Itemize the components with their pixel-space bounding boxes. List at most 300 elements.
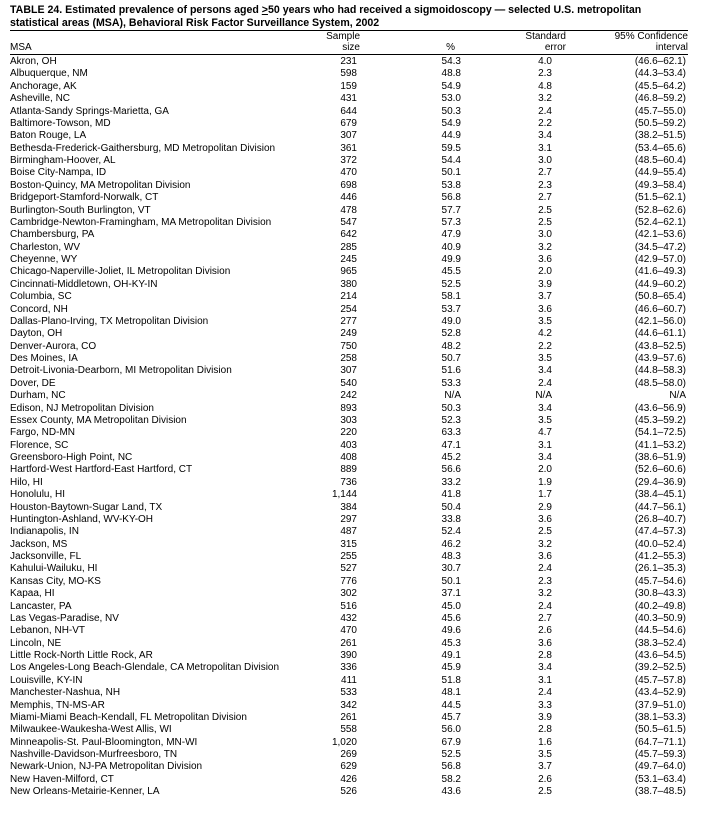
standard-error-cell: 3.2 — [538, 588, 552, 600]
table-row — [10, 712, 688, 724]
table-row — [10, 254, 688, 266]
percent-cell: 41.8 — [441, 489, 461, 501]
confidence-interval-cell: (41.6–49.3) — [634, 266, 686, 278]
sample-size-cell: 231 — [340, 56, 357, 67]
confidence-interval-cell: (44.5–54.6) — [634, 625, 686, 637]
confidence-interval-cell: (49.7–64.0) — [634, 761, 686, 773]
percent-cell: 50.3 — [441, 105, 461, 117]
msa-cell: Chicago-Naperville-Joliet, IL Metropolitan Division — [10, 266, 231, 278]
percent-cell: 37.1 — [441, 588, 461, 600]
confidence-interval-cell: (47.4–57.3) — [634, 526, 686, 538]
sample-size-cell: 644 — [340, 105, 357, 117]
table-row — [10, 328, 688, 340]
table-row — [10, 167, 688, 179]
standard-error-cell: 2.8 — [538, 650, 552, 661]
sample-size-cell: 642 — [340, 229, 357, 241]
percent-cell: 47.1 — [441, 439, 461, 451]
msa-cell: Newark-Union, NJ-PA Metropolitan Division — [10, 761, 203, 773]
sample-size-cell: 384 — [340, 501, 357, 513]
table-row — [10, 415, 688, 427]
percent-cell: 53.7 — [441, 303, 461, 315]
msa-cell: Burlington-South Burlington, VT — [10, 204, 151, 216]
confidence-interval-cell: N/A — [669, 390, 686, 402]
confidence-interval-cell: (48.5–58.0) — [634, 377, 686, 389]
msa-cell: Lebanon, NH-VT — [10, 625, 86, 637]
percent-cell: 48.3 — [441, 551, 461, 562]
table-row — [10, 761, 688, 773]
standard-error-cell: 2.0 — [538, 464, 552, 476]
msa-cell: Atlanta-Sandy Springs-Marietta, GA — [10, 105, 169, 117]
confidence-interval-cell: (46.6–60.7) — [634, 303, 686, 315]
msa-cell: Columbia, SC — [10, 291, 72, 303]
confidence-interval-cell: (50.5–61.5) — [634, 724, 686, 736]
sample-size-cell: 598 — [340, 68, 357, 80]
table-row — [10, 390, 688, 402]
sample-size-cell: 629 — [340, 761, 357, 773]
percent-cell: 45.6 — [441, 612, 461, 624]
table-row — [10, 291, 688, 303]
standard-error-cell: 2.5 — [538, 216, 552, 228]
percent-cell: 67.9 — [441, 736, 461, 748]
percent-cell: 52.5 — [441, 278, 461, 290]
table-row — [10, 427, 688, 439]
percent-cell: 45.3 — [441, 637, 461, 649]
standard-error-cell: 2.0 — [538, 266, 552, 278]
percent-cell: 49.1 — [441, 650, 461, 661]
percent-cell: 44.9 — [441, 130, 461, 142]
table-row — [10, 55, 688, 68]
percent-cell: 56.6 — [441, 464, 461, 476]
title-ge-symbol: > — [261, 4, 268, 16]
table-row — [10, 613, 688, 625]
msa-cell: Boston-Quincy, MA Metropolitan Division — [10, 179, 191, 191]
confidence-interval-cell: (42.9–57.0) — [634, 254, 686, 265]
table-row — [10, 180, 688, 192]
msa-cell: Durham, NC — [10, 390, 66, 402]
msa-cell: Boise City-Nampa, ID — [10, 167, 107, 179]
header-confidence-interval: 95% Confidence interval — [614, 31, 688, 53]
sample-size-cell: 547 — [340, 216, 357, 228]
msa-cell: Denver-Aurora, CO — [10, 340, 97, 352]
table-row — [10, 576, 688, 588]
table-row — [10, 551, 688, 563]
percent-cell: 58.1 — [441, 291, 461, 303]
standard-error-cell: 3.1 — [538, 142, 552, 154]
standard-error-cell: 1.9 — [538, 476, 552, 488]
table-row — [10, 489, 688, 501]
confidence-interval-cell: (41.1–53.2) — [634, 439, 686, 451]
percent-cell: 50.4 — [441, 501, 461, 513]
msa-cell: Birmingham-Hoover, AL — [10, 155, 116, 166]
table-row — [10, 514, 688, 526]
table-row — [10, 81, 688, 93]
percent-cell: 54.9 — [441, 117, 461, 129]
percent-cell: 49.6 — [441, 625, 461, 637]
table-row — [10, 242, 688, 254]
confidence-interval-cell: (37.9–51.0) — [634, 699, 686, 711]
confidence-interval-cell: (40.3–50.9) — [634, 612, 686, 624]
table-row — [10, 563, 688, 575]
standard-error-cell: 3.7 — [538, 291, 552, 303]
msa-cell: Cambridge-Newton-Framingham, MA Metropolitan Division — [10, 216, 272, 228]
standard-error-cell: 3.1 — [538, 439, 552, 451]
sample-size-cell: 533 — [340, 687, 357, 699]
table-row — [10, 365, 688, 377]
percent-cell: 57.3 — [441, 216, 461, 228]
sample-size-cell: 750 — [340, 340, 357, 352]
msa-cell: Baltimore-Towson, MD — [10, 117, 111, 129]
standard-error-cell: 3.0 — [538, 229, 552, 241]
sample-size-cell: 478 — [340, 204, 357, 216]
sample-size-cell: 965 — [340, 266, 357, 278]
msa-cell: Asheville, NC — [10, 93, 71, 105]
standard-error-cell: 3.9 — [538, 278, 552, 290]
standard-error-cell: 3.6 — [538, 551, 552, 562]
sample-size-cell: 679 — [340, 117, 357, 129]
table-row — [10, 539, 688, 551]
sample-size-cell: 297 — [340, 513, 357, 525]
percent-cell: 59.5 — [441, 142, 461, 154]
table-row — [10, 737, 688, 749]
msa-cell: Anchorage, AK — [10, 80, 77, 92]
percent-cell: 47.9 — [441, 229, 461, 241]
table-row — [10, 130, 688, 142]
percent-cell: 48.8 — [441, 68, 461, 80]
table-row — [10, 588, 688, 600]
confidence-interval-cell: (38.7–48.5) — [634, 786, 686, 798]
standard-error-cell: 4.7 — [538, 427, 552, 439]
sample-size-cell: 307 — [340, 365, 357, 377]
msa-cell: Huntington-Ashland, WV-KY-OH — [10, 513, 154, 525]
table-row — [10, 403, 688, 415]
msa-cell: Albuquerque, NM — [10, 68, 88, 80]
msa-cell: Fargo, ND-MN — [10, 427, 76, 439]
msa-cell: Houston-Baytown-Sugar Land, TX — [10, 501, 163, 513]
standard-error-cell: 2.4 — [538, 105, 552, 117]
percent-cell: 53.8 — [441, 179, 461, 191]
confidence-interval-cell: (43.4–52.9) — [634, 687, 686, 699]
percent-cell: 48.2 — [441, 340, 461, 352]
sample-size-cell: 380 — [340, 278, 357, 290]
confidence-interval-cell: (45.7–54.6) — [634, 575, 686, 587]
sample-size-cell: 889 — [340, 464, 357, 476]
sample-size-cell: 285 — [340, 241, 357, 253]
msa-cell: Dayton, OH — [10, 328, 63, 340]
confidence-interval-cell: (64.7–71.1) — [634, 736, 686, 748]
table-row — [10, 650, 688, 662]
percent-cell: 50.3 — [441, 402, 461, 414]
msa-cell: Louisville, KY-IN — [10, 674, 83, 686]
standard-error-cell: 2.4 — [538, 563, 552, 575]
sample-size-cell: 342 — [340, 699, 357, 711]
sample-size-cell: 516 — [340, 600, 357, 612]
sample-size-cell: 776 — [340, 575, 357, 587]
sample-size-cell: 261 — [340, 637, 357, 649]
confidence-interval-cell: (38.4–45.1) — [634, 489, 686, 501]
confidence-interval-cell: (38.2–51.5) — [634, 130, 686, 142]
confidence-interval-cell: (44.8–58.3) — [634, 365, 686, 377]
standard-error-cell: 3.0 — [538, 155, 552, 166]
percent-cell: 48.1 — [441, 687, 461, 699]
sample-size-cell: 245 — [340, 254, 357, 265]
percent-cell: 51.6 — [441, 365, 461, 377]
confidence-interval-cell: (54.1–72.5) — [634, 427, 686, 439]
msa-cell: Baton Rouge, LA — [10, 130, 87, 142]
table-row — [10, 229, 688, 241]
standard-error-cell: 3.5 — [538, 353, 552, 364]
confidence-interval-cell: (50.8–65.4) — [634, 291, 686, 303]
percent-cell: 52.4 — [441, 526, 461, 538]
msa-cell: Indianapolis, IN — [10, 526, 79, 538]
msa-cell: Jacksonville, FL — [10, 551, 82, 562]
confidence-interval-cell: (38.6–51.9) — [634, 452, 686, 463]
standard-error-cell: 2.5 — [538, 204, 552, 216]
table-row — [10, 279, 688, 291]
msa-cell: Honolulu, HI — [10, 489, 66, 501]
msa-cell: Des Moines, IA — [10, 353, 78, 364]
msa-cell: Bridgeport-Stamford-Norwalk, CT — [10, 192, 159, 204]
sample-size-cell: 255 — [340, 551, 357, 562]
table-row — [10, 217, 688, 229]
standard-error-cell: 2.4 — [538, 600, 552, 612]
standard-error-cell: 2.3 — [538, 179, 552, 191]
header-percent: % — [446, 42, 455, 53]
msa-cell: Lincoln, NE — [10, 637, 62, 649]
sample-size-cell: 540 — [340, 377, 357, 389]
header-msa: MSA — [10, 42, 32, 53]
percent-cell: 54.3 — [441, 56, 461, 67]
confidence-interval-cell: (52.4–62.1) — [634, 216, 686, 228]
standard-error-cell: 2.3 — [538, 68, 552, 80]
percent-cell: 33.8 — [441, 513, 461, 525]
confidence-interval-cell: (43.6–54.5) — [634, 650, 686, 661]
msa-cell: Detroit-Livonia-Dearborn, MI Metropolitan Division — [10, 365, 232, 377]
table-row — [10, 638, 688, 650]
percent-cell: 45.0 — [441, 600, 461, 612]
msa-cell: Concord, NH — [10, 303, 68, 315]
sample-size-cell: 390 — [340, 650, 357, 661]
sample-size-cell: 1,020 — [331, 736, 357, 748]
standard-error-cell: 3.6 — [538, 303, 552, 315]
table-document — [10, 4, 688, 799]
confidence-interval-cell: (40.2–49.8) — [634, 600, 686, 612]
standard-error-cell: 3.4 — [538, 402, 552, 414]
percent-cell: 49.0 — [441, 315, 461, 327]
table-row — [10, 68, 688, 80]
percent-cell: 54.9 — [441, 80, 461, 92]
confidence-interval-cell: (44.3–53.4) — [634, 68, 686, 80]
sample-size-cell: 558 — [340, 724, 357, 736]
standard-error-cell: 3.4 — [538, 130, 552, 142]
confidence-interval-cell: (45.7–57.8) — [634, 674, 686, 686]
msa-cell: Memphis, TN-MS-AR — [10, 699, 105, 711]
standard-error-cell: 2.3 — [538, 575, 552, 587]
confidence-interval-cell: (44.9–60.2) — [634, 278, 686, 290]
table-body — [10, 55, 688, 799]
sample-size-cell: 242 — [340, 390, 357, 402]
table-row — [10, 378, 688, 390]
msa-cell: Hartford-West Hartford-East Hartford, CT — [10, 464, 193, 476]
percent-cell: 63.3 — [441, 427, 461, 439]
percent-cell: 56.8 — [441, 761, 461, 773]
msa-cell: Chambersburg, PA — [10, 229, 95, 241]
standard-error-cell: 3.4 — [538, 365, 552, 377]
msa-cell: Charleston, WV — [10, 241, 81, 253]
sample-size-cell: 736 — [340, 476, 357, 488]
standard-error-cell: 3.7 — [538, 761, 552, 773]
percent-cell: 51.8 — [441, 674, 461, 686]
table-row — [10, 341, 688, 353]
standard-error-cell: 3.5 — [538, 414, 552, 426]
msa-cell: Kansas City, MO-KS — [10, 575, 101, 587]
table-row — [10, 662, 688, 674]
sample-size-cell: 1,144 — [331, 489, 357, 501]
sample-size-cell: 269 — [340, 749, 357, 760]
title-text-part1: TABLE 24. Estimated prevalence of persons aged — [10, 4, 262, 16]
confidence-interval-cell: (40.0–52.4) — [634, 538, 686, 550]
table-row — [10, 118, 688, 130]
sample-size-cell: 527 — [340, 563, 357, 575]
standard-error-cell: 3.4 — [538, 662, 552, 674]
confidence-interval-cell: (43.6–56.9) — [634, 402, 686, 414]
standard-error-cell: 2.7 — [538, 167, 552, 179]
sample-size-cell: 303 — [340, 414, 357, 426]
standard-error-cell: N/A — [535, 390, 552, 402]
msa-cell: Edison, NJ Metropolitan Division — [10, 402, 154, 414]
table-row — [10, 601, 688, 613]
table-row — [10, 304, 688, 316]
sample-size-cell: 487 — [340, 526, 357, 538]
data-table — [10, 31, 688, 799]
confidence-interval-cell: (38.1–53.3) — [634, 711, 686, 723]
confidence-interval-cell: (26.8–40.7) — [634, 513, 686, 525]
standard-error-cell: 3.6 — [538, 254, 552, 265]
confidence-interval-cell: (39.2–52.5) — [634, 662, 686, 674]
sample-size-cell: 258 — [340, 353, 357, 364]
standard-error-cell: 2.7 — [538, 192, 552, 204]
confidence-interval-cell: (29.4–36.9) — [634, 476, 686, 488]
msa-cell: Hilo, HI — [10, 476, 43, 488]
percent-cell: 52.5 — [441, 749, 461, 760]
table-row — [10, 687, 688, 699]
table-row — [10, 353, 688, 365]
confidence-interval-cell: (43.8–52.5) — [634, 340, 686, 352]
confidence-interval-cell: (45.7–55.0) — [634, 105, 686, 117]
percent-cell: 45.5 — [441, 266, 461, 278]
percent-cell: N/A — [444, 390, 461, 402]
standard-error-cell: 3.4 — [538, 452, 552, 463]
msa-cell: Los Angeles-Long Beach-Glendale, CA Metropolitan Division — [10, 662, 280, 674]
msa-cell: Jackson, MS — [10, 538, 68, 550]
confidence-interval-cell: (53.1–63.4) — [634, 773, 686, 785]
sample-size-cell: 261 — [340, 711, 357, 723]
confidence-interval-cell: (52.6–60.6) — [634, 464, 686, 476]
table-row — [10, 106, 688, 118]
confidence-interval-cell: (42.1–53.6) — [634, 229, 686, 241]
msa-cell: Florence, SC — [10, 439, 69, 451]
percent-cell: 53.0 — [441, 93, 461, 105]
msa-cell: Kahului-Wailuku, HI — [10, 563, 98, 575]
confidence-interval-cell: (43.9–57.6) — [634, 353, 686, 364]
sample-size-cell: 893 — [340, 402, 357, 414]
standard-error-cell: 2.2 — [538, 117, 552, 129]
sample-size-cell: 470 — [340, 625, 357, 637]
percent-cell: 50.7 — [441, 353, 461, 364]
standard-error-cell: 1.6 — [538, 736, 552, 748]
table-row — [10, 774, 688, 786]
confidence-interval-cell: (45.5–64.2) — [634, 80, 686, 92]
standard-error-cell: 3.1 — [538, 674, 552, 686]
sample-size-cell: 431 — [340, 93, 357, 105]
confidence-interval-cell: (46.8–59.2) — [634, 93, 686, 105]
table-row — [10, 155, 688, 167]
table-row — [10, 452, 688, 464]
standard-error-cell: 3.5 — [538, 749, 552, 760]
table-row — [10, 464, 688, 476]
msa-cell: Kapaa, HI — [10, 588, 55, 600]
msa-cell: Little Rock-North Little Rock, AR — [10, 650, 153, 661]
standard-error-cell: 2.4 — [538, 687, 552, 699]
table-row — [10, 205, 688, 217]
sample-size-cell: 446 — [340, 192, 357, 204]
table-row — [10, 143, 688, 155]
standard-error-cell: 3.6 — [538, 637, 552, 649]
standard-error-cell: 3.6 — [538, 513, 552, 525]
msa-cell: Cincinnati-Middletown, OH-KY-IN — [10, 278, 158, 290]
standard-error-cell: 1.7 — [538, 489, 552, 501]
sample-size-cell: 432 — [340, 612, 357, 624]
msa-cell: Milwaukee-Waukesha-West Allis, WI — [10, 724, 172, 736]
msa-cell: Lancaster, PA — [10, 600, 72, 612]
msa-cell: Miami-Miami Beach-Kendall, FL Metropolitan Division — [10, 711, 247, 723]
confidence-interval-cell: (51.5–62.1) — [634, 192, 686, 204]
standard-error-cell: 4.8 — [538, 80, 552, 92]
table-row — [10, 526, 688, 538]
sample-size-cell: 214 — [340, 291, 357, 303]
standard-error-cell: 2.6 — [538, 773, 552, 785]
percent-cell: 33.2 — [441, 476, 461, 488]
percent-cell: 45.2 — [441, 452, 461, 463]
msa-cell: Akron, OH — [10, 56, 57, 67]
percent-cell: 44.5 — [441, 699, 461, 711]
sample-size-cell: 470 — [340, 167, 357, 179]
confidence-interval-cell: (41.2–55.3) — [634, 551, 686, 562]
table-row — [10, 266, 688, 278]
sample-size-cell: 426 — [340, 773, 357, 785]
table-row — [10, 675, 688, 687]
table-row — [10, 440, 688, 452]
standard-error-cell: 4.2 — [538, 328, 552, 340]
msa-cell: Nashville-Davidson-Murfreesboro, TN — [10, 749, 178, 760]
percent-cell: 56.8 — [441, 192, 461, 204]
sample-size-cell: 526 — [340, 786, 357, 798]
msa-cell: Manchester-Nashua, NH — [10, 687, 121, 699]
sample-size-cell: 408 — [340, 452, 357, 463]
percent-cell: 49.9 — [441, 254, 461, 265]
confidence-interval-cell: (48.5–60.4) — [634, 155, 686, 166]
sample-size-cell: 159 — [340, 80, 357, 92]
sample-size-cell: 336 — [340, 662, 357, 674]
sample-size-cell: 220 — [340, 427, 357, 439]
header-sample-size: Sample size — [326, 31, 360, 53]
msa-cell: Dover, DE — [10, 377, 56, 389]
header-standard-error: Standard error — [525, 31, 566, 53]
confidence-interval-cell: (45.7–59.3) — [634, 749, 686, 760]
confidence-interval-cell: (44.6–61.1) — [634, 328, 686, 340]
table-row — [10, 502, 688, 514]
table-row — [10, 477, 688, 489]
sample-size-cell: 698 — [340, 179, 357, 191]
